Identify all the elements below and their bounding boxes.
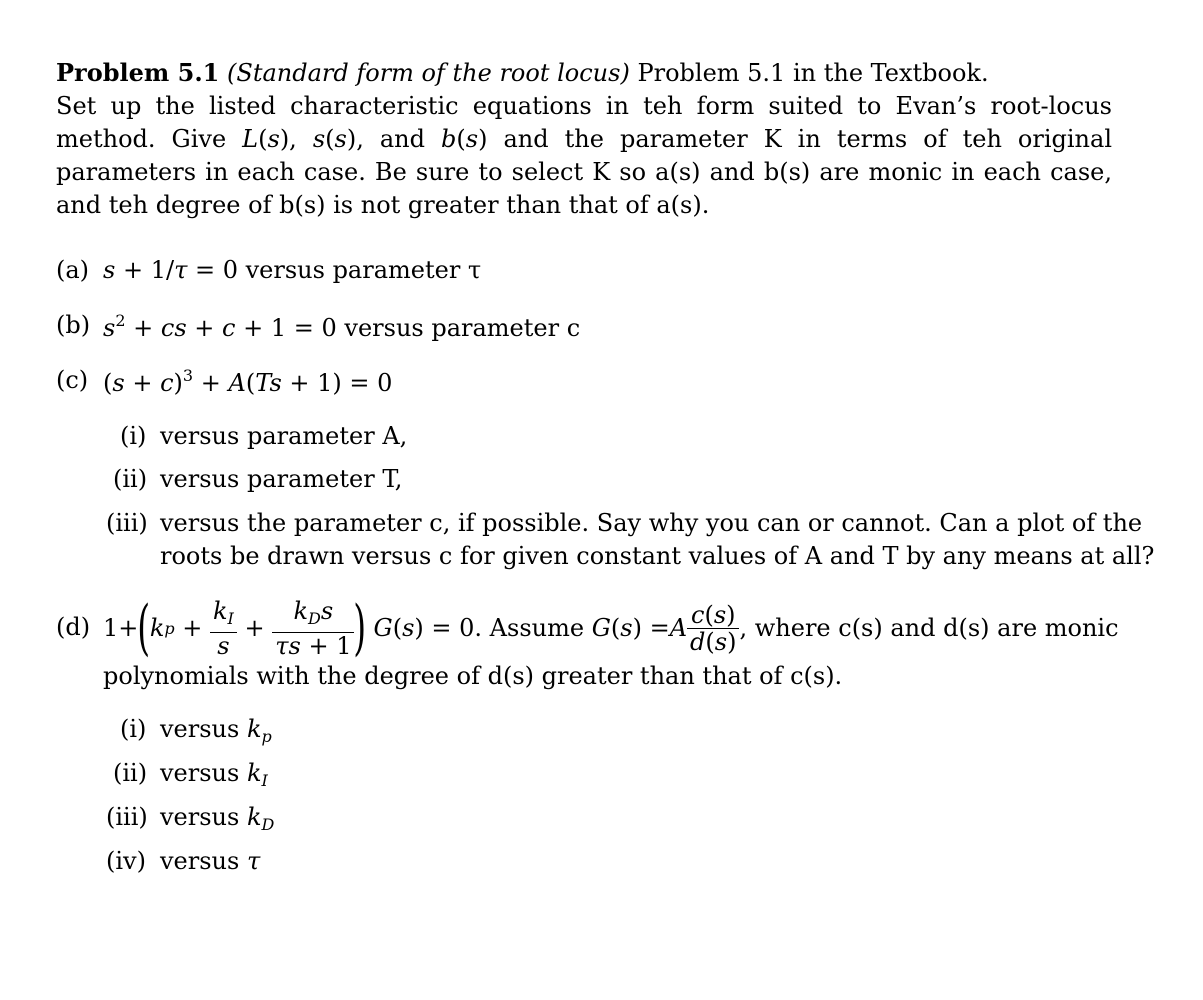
part-d-label: (d) <box>56 613 91 641</box>
part-c-i-text: versus parameter A, <box>160 422 408 450</box>
problem-intro: Problem 5.1 (Standard form of the root locus) Problem 5.1 in the Textbook. Set up the listed characteristic equations in teh form suited to Evan’s root-locus method. Give L(s), s(s), and b(s) and the parameter K in terms of teh original parameters in each case. Be sure to select K so a(s) and b(s) are monic in each case, and teh degree of b(s) is not greater than that of a(s). <box>56 58 1112 219</box>
part-a-label: (a) <box>56 256 90 284</box>
part-d-where: , where c(s) and d(s) are monic <box>739 614 1119 642</box>
part-c-ii-label: (ii) <box>113 465 148 493</box>
part-d-iv-label: (iv) <box>106 847 146 875</box>
problem-page <box>56 56 1155 875</box>
part-d-iv-text: versus <box>160 847 240 875</box>
problem-subtitle: (Standard form of the root locus) <box>227 59 630 87</box>
part-c-iii-line2: roots be drawn versus c for given constant values of A and T by any means at all? <box>160 542 1155 570</box>
part-d <box>56 591 1119 690</box>
frac-c-d: $\frac{c(s)}{d(s)}$ <box>687 602 739 655</box>
part-c-i-label: (i) <box>120 422 147 450</box>
part-b-text: versus parameter c <box>344 314 581 342</box>
part-d-i-text: versus <box>160 715 240 743</box>
part-d-i-content: versus $k_p$ <box>160 715 272 746</box>
part-c-iii-label: (iii) <box>106 509 148 537</box>
part-b-label: (b) <box>56 311 91 339</box>
part-d-iii-content: versus $k_D$ <box>160 803 275 834</box>
part-d-iii-text: versus <box>160 803 240 831</box>
part-d-iv-content: versus τ <box>160 847 261 875</box>
part-a-text: versus parameter τ <box>245 256 482 284</box>
part-d-i-label: (i) <box>120 715 147 743</box>
part-d-assume: = 0. Assume <box>431 614 585 642</box>
frac-ki-s: $\frac{k_I}{s}$ <box>210 598 237 659</box>
part-d-iii-label: (iii) <box>106 803 148 831</box>
problem-number: Problem 5.1 <box>56 58 220 87</box>
part-c-iii-line1: versus the parameter c, if possible. Say why you can or cannot. Can a plot of the <box>160 509 1143 537</box>
part-d-ii-label: (ii) <box>113 759 148 787</box>
problem-suffix: Problem 5.1 in the Textbook. <box>637 59 989 87</box>
part-c-equation: $(s + c)^3 + A(Ts + 1) = 0$ <box>103 366 393 397</box>
part-d-line2: polynomials with the degree of d(s) greater than that of c(s). <box>103 662 843 690</box>
frac-kd: $\frac{k_Ds}{\tau s + 1}$ <box>272 598 354 659</box>
problem-body-rest: and the parameter K in terms of teh original parameters in each case. Be sure to select K so a(s) and b(s) are monic in each case, and teh degree of b(s) is not greater than that of a(s). <box>56 125 1112 219</box>
part-d-ii-text: versus <box>160 759 240 787</box>
part-c-label: (c) <box>56 366 89 394</box>
part-c-ii-text: versus parameter T, <box>160 465 403 493</box>
part-d-equation: 1+ ( k p + $\frac{k_I}{s}$ + $\frac{k_Ds}{\tau s + 1}$ ) G ( s ) = 0. Assume G ( s ) = A $\frac{c(s)}{d(s)}$ , where c(s) and d(s) are monic <box>103 593 1119 663</box>
problem-body-line1: Set up the listed characteristic equations in teh form suited to Evan’s root-locus method. <box>56 92 1112 153</box>
part-a-content: s + 1/τ = 0 versus parameter τ <box>103 256 482 284</box>
part-d-ii-content: versus $k_I$ <box>160 759 268 790</box>
part-b-content: $s^2$ + cs + c + 1 = 0 versus parameter c <box>103 311 581 342</box>
